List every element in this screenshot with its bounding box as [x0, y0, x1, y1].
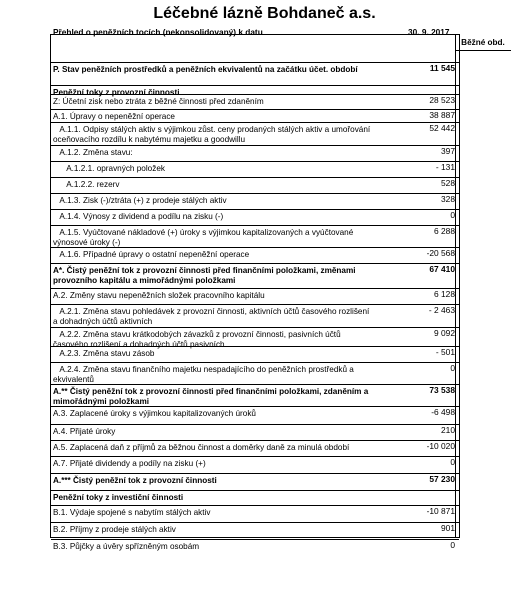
row-label: A*. Čistý peněžní tok z provozní činnosti před finančními položkami, změnami provozního kapitálu a mimořádnými položkami [53, 266, 356, 285]
row-label: A.2.4. Změna stavu finančního majetku nespadajícího do peněžních prostředků a ekvivalentů [53, 365, 354, 384]
row-value: 11 545 [429, 63, 455, 73]
row-value: -10 871 [426, 506, 455, 516]
row-label: A.*** Čistý peněžní tok z provozní činnosti [53, 476, 217, 485]
row-value: 6 288 [434, 226, 455, 236]
row-value: -6 498 [431, 407, 455, 417]
row-value: 57 230 [429, 474, 455, 484]
table-row [51, 247, 459, 263]
table-row [51, 288, 459, 304]
row-label: A.1. Úpravy o nepeněžní operace [53, 112, 175, 121]
row-label: A.1.2.1. opravných položek [53, 164, 165, 173]
table-row [51, 424, 459, 440]
table-row [51, 522, 459, 539]
column-header-divider [455, 50, 511, 51]
row-value: 0 [450, 363, 455, 373]
table-row [51, 304, 459, 327]
report-date: 30. 9. 2017 [408, 27, 450, 37]
cash-flow-table [50, 34, 505, 551]
table-row [51, 490, 459, 505]
row-value: 28 523 [429, 95, 455, 105]
row-value: 9 092 [434, 328, 455, 338]
row-label: A.1.1. Odpisy stálých aktiv s výjimkou zůst. ceny prodaných stálých aktiv a umořování oceňovacího rozdílu k nabytému majetku a goodwillu [53, 125, 371, 144]
table-row [51, 62, 459, 85]
row-value: 67 410 [429, 264, 455, 274]
row-label: A.1.3. Zisk (-)/ztráta (+) z prodeje stálých aktiv [53, 196, 227, 205]
row-value: 528 [441, 178, 455, 188]
row-label: A.2. Změny stavu nepeněžních složek pracovního kapitálu [53, 291, 265, 300]
row-label: A.2.2. Změna stavu krátkodobých závazků z provozní činnosti, pasivních účtů časového rozlišení a dohadných účtů pasivních [53, 330, 341, 349]
row-value: -20 568 [426, 248, 455, 258]
row-value: 38 887 [429, 110, 455, 120]
row-value: 901 [441, 523, 455, 533]
row-value: - 131 [435, 162, 455, 172]
table-row [51, 161, 459, 177]
table-row [51, 406, 459, 424]
row-label: B.3. Půjčky a úvěry spřízněným osobám [53, 542, 200, 551]
row-label: A.4. Přijaté úroky [53, 427, 116, 436]
table-row [51, 456, 459, 473]
row-value: - 2 463 [428, 305, 455, 315]
row-label: A.7. Přijaté dividendy a podíly na zisku (+) [53, 459, 206, 468]
row-value: -10 020 [426, 441, 455, 451]
table-row [51, 362, 459, 384]
row-value: 397 [441, 146, 455, 156]
row-value: 73 538 [429, 385, 455, 395]
table-row [51, 384, 459, 406]
row-label: B.1. Výdaje spojené s nabytím stálých aktiv [53, 508, 211, 517]
table-row [51, 539, 459, 551]
row-label: P. Stav peněžních prostředků a peněžních ekvivalentů na začátku účet. období [53, 65, 358, 74]
row-label: A.1.4. Výnosy z dividend a podílu na zisku (-) [53, 212, 224, 221]
row-label: Z: Účetní zisk nebo ztráta z běžné činnosti před zdaněním [53, 97, 264, 106]
row-label: A.2.3. Změna stavu zásob [53, 349, 155, 358]
table-row [51, 94, 459, 109]
table-row [51, 177, 459, 193]
row-label: Peněžní toky z provozní činnosti [53, 88, 180, 97]
row-value: 52 442 [429, 123, 455, 133]
table-row [51, 225, 459, 247]
table-row [51, 505, 459, 522]
row-label: A.** Čistý peněžní tok z provozní činnosti před finančními položkami, zdaněním a mimořádnými položkami [53, 387, 369, 406]
table-row [51, 109, 459, 122]
table-row [51, 122, 459, 145]
row-label: A.5. Zaplacená daň z příjmů za běžnou činnost a doměrky daně za minulá období [53, 443, 350, 452]
table-row [51, 440, 459, 456]
row-value: 6 128 [434, 289, 455, 299]
row-label: A.1.2.2. rezerv [53, 180, 120, 189]
table-row [51, 327, 459, 349]
row-value: 0 [450, 540, 455, 550]
row-value: 0 [450, 210, 455, 220]
row-label: A.1.5. Vyúčtované nákladové (+) úroky s výjimkou kapitalizovaných a vyúčtované výnosové úroky (-) [53, 228, 354, 247]
row-label: A.1.2. Změna stavu: [53, 148, 133, 157]
report-subtitle: Přehled o peněžních tocích (nekonsolidovaný) k datu [53, 27, 263, 37]
table-row [51, 346, 459, 362]
row-value: 328 [441, 194, 455, 204]
row-value: - 501 [435, 347, 455, 357]
row-value: 0 [450, 457, 455, 467]
table-row [51, 193, 459, 209]
column-header-current-period: Běžné obd. [461, 38, 505, 47]
row-label: A.2.1. Změna stavu pohledávek z provozní činnosti, aktivních účtů časového rozlišení a dohadných účtů aktivních [53, 307, 370, 326]
table-row [51, 145, 459, 161]
row-label: A.1.6. Případné úpravy o ostatní nepeněžní operace [53, 250, 250, 259]
company-title: Léčebné lázně Bohdaneč a.s. [153, 5, 376, 22]
row-label: Peněžní toky z investiční činnosti [53, 493, 184, 502]
table-row [51, 473, 459, 490]
row-value: 210 [441, 425, 455, 435]
table-row [51, 263, 459, 288]
table-row [51, 209, 459, 225]
row-label: B.2. Příjmy z prodeje stálých aktiv [53, 525, 176, 534]
row-label: A.3. Zaplacené úroky s výjimkou kapitalizovaných úroků [53, 409, 256, 418]
table-row [51, 85, 459, 97]
